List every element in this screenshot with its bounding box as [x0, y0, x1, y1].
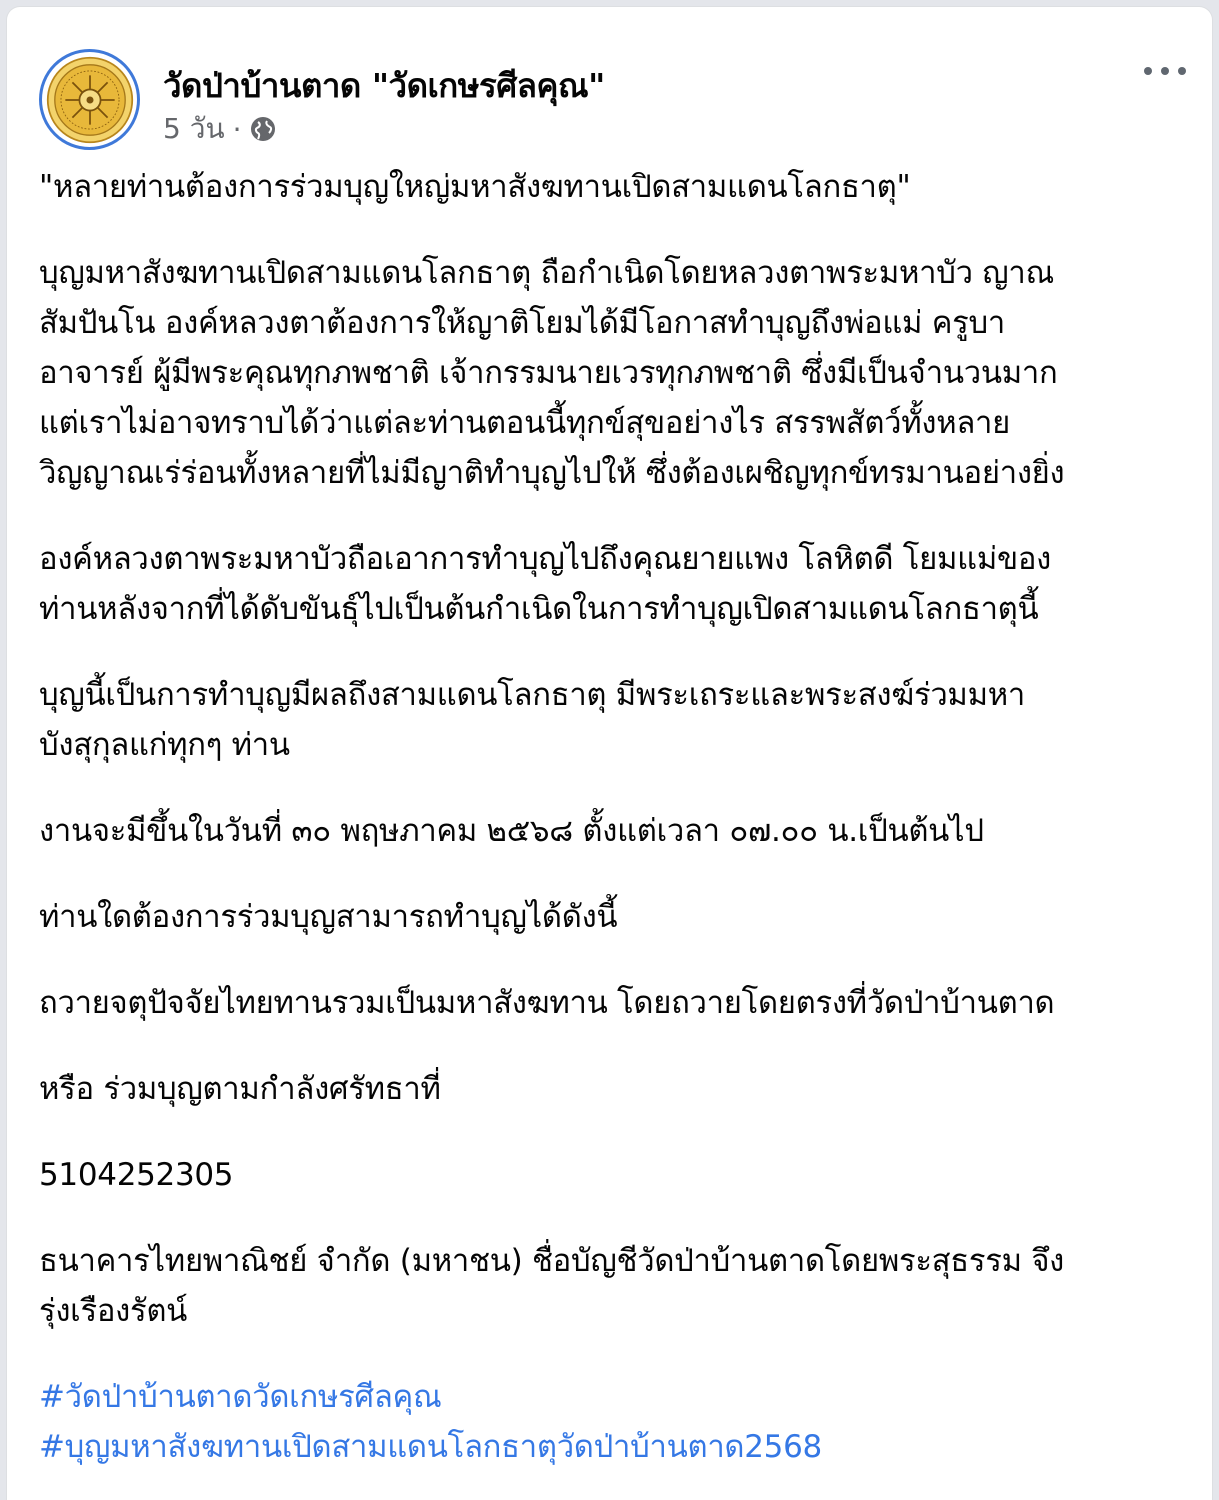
temple-seal-logo	[46, 56, 134, 144]
how-to-join	[39, 892, 1189, 942]
hashtag-list	[39, 1372, 1189, 1472]
more-dot	[1161, 67, 1169, 75]
text-line: รุ่งเรืองรัตน์	[39, 1293, 188, 1329]
paragraph-merit	[39, 670, 1189, 770]
text-line: ท่านหลังจากที่ได้ดับขันธุ์ไปเป็นต้นกำเนิดในการทำบุญเปิดสามแดนโลกธาตุนี้	[39, 591, 1039, 627]
text-line: ถวายจตุปัจจัยไทยทานรวมเป็นมหาสังฆทาน โดยถวายโดยตรงที่วัดป่าบ้านตาด	[39, 985, 1055, 1021]
text-line: บุญมหาสังฆทานเปิดสามแดนโลกธาตุ ถือกำเนิดโดยหลวงตาพระมหาบัว ญาณ	[39, 255, 1054, 291]
text-line: ธนาคารไทยพาณิชย์ จำกัด (มหาชน) ชื่อบัญชีวัดป่าบ้านตาดโดยพระสุธรรม จึง	[39, 1243, 1065, 1279]
account-number-text: 5104252305	[39, 1157, 234, 1193]
text-line: บุญนี้เป็นการทำบุญมีผลถึงสามแดนโลกธาตุ มีพระเถระและพระสงฆ์ร่วมมหา	[39, 677, 1025, 713]
text-line: วิญญาณเร่ร่อนทั้งหลายที่ไม่มีญาติทำบุญไปให้ ซึ่งต้องเผชิญทุกข์ทรมานอย่างยิ่ง	[39, 455, 1065, 491]
post-title-text: "หลายท่านต้องการร่วมบุญใหญ่มหาสังฆทานเปิดสามแดนโลกธาตุ"	[39, 169, 911, 205]
event-date	[39, 806, 1189, 856]
more-dot	[1144, 67, 1152, 75]
post-title	[39, 162, 1189, 212]
hashtag-link[interactable]: #บุญมหาสังฆทานเปิดสามแดนโลกธาตุวัดป่าบ้านตาด2568	[39, 1429, 822, 1465]
post-header	[39, 39, 1192, 159]
text-line: บังสุกุลแก่ทุกๆ ท่าน	[39, 727, 290, 763]
text-line: องค์หลวงตาพระมหาบัวถือเอาการทำบุญไปถึงคุณยายแพง โลหิตดี โยมแม่ของ	[39, 541, 1051, 577]
post-body	[39, 162, 1189, 1472]
donation-option-2	[39, 1064, 1189, 1114]
post-timestamp[interactable]: 5 วัน	[163, 112, 225, 145]
globe-icon	[249, 115, 277, 143]
meta-separator: ·	[232, 112, 242, 146]
account-number	[39, 1150, 1189, 1200]
page-avatar[interactable]	[39, 49, 140, 150]
paragraph-origin	[39, 248, 1189, 498]
text-line: ท่านใดต้องการร่วมบุญสามารถทำบุญได้ดังนี้	[39, 899, 618, 935]
paragraph-history	[39, 534, 1189, 634]
hashtag-link[interactable]: #วัดป่าบ้านตาดวัดเกษรศีลคุณ	[39, 1379, 442, 1415]
bank-info	[39, 1236, 1189, 1336]
text-line: งานจะมีขึ้นในวันที่ ๓๐ พฤษภาคม ๒๕๖๘ ตั้งแต่เวลา ๐๗.๐๐ น.เป็นต้นไป	[39, 813, 984, 849]
text-line: หรือ ร่วมบุญตามกำลังศรัทธาที่	[39, 1071, 441, 1107]
post-meta	[163, 109, 277, 149]
text-line: แต่เราไม่อาจทราบได้ว่าแต่ละท่านตอนนี้ทุกข์สุขอย่างไร สรรพสัตว์ทั้งหลาย	[39, 405, 1011, 441]
text-line: อาจารย์ ผู้มีพระคุณทุกภพชาติ เจ้ากรรมนายเวรทุกภพชาติ ซึ่งมีเป็นจำนวนมาก	[39, 355, 1058, 391]
post-card	[6, 6, 1213, 1500]
text-line: สัมปันโน องค์หลวงตาต้องการให้ญาติโยมได้มีโอกาสทำบุญถึงพ่อแม่ ครูบา	[39, 305, 1005, 341]
more-dot	[1178, 67, 1186, 75]
page-name-link[interactable]: วัดป่าบ้านตาด "วัดเกษรศีลคุณ"	[163, 66, 605, 105]
donation-option-1	[39, 978, 1189, 1028]
more-options-icon[interactable]	[1144, 59, 1186, 83]
